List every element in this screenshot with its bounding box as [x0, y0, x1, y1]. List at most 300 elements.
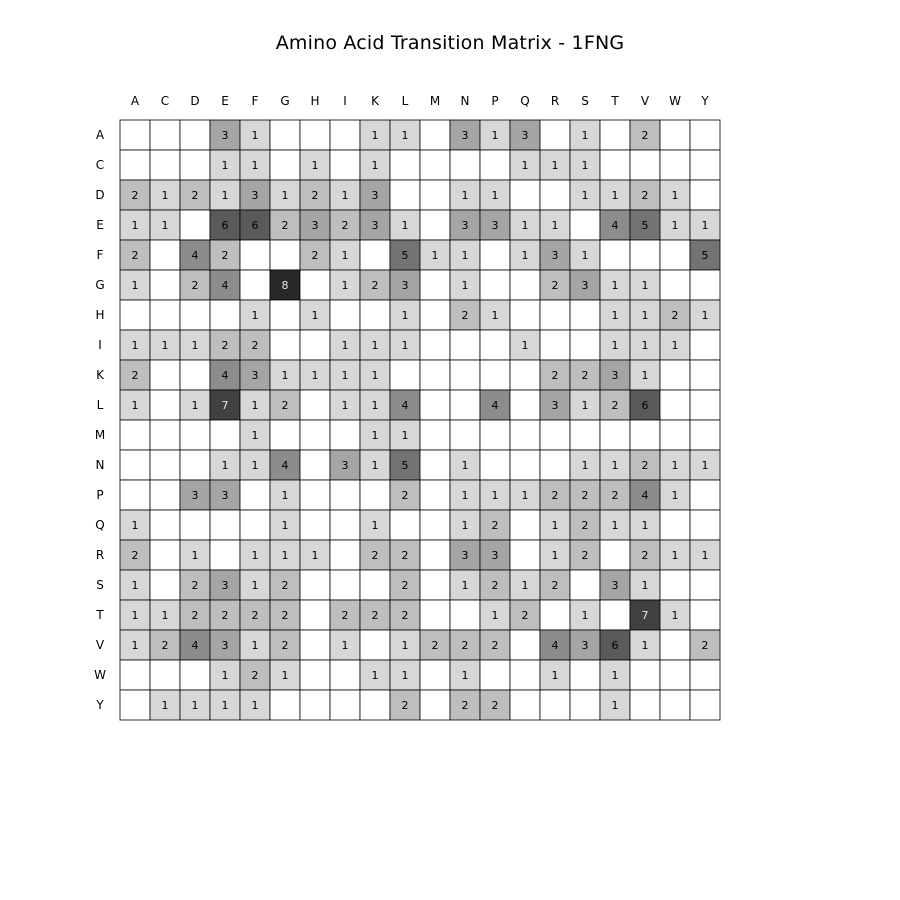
row-label-I: I: [98, 338, 102, 352]
cell-value-F-N: 1: [461, 249, 469, 262]
cell-N-R: [540, 450, 570, 480]
cell-value-P-P: 1: [491, 489, 499, 502]
cell-C-C: [150, 150, 180, 180]
cell-H-S: [570, 300, 600, 330]
cell-value-P-N: 1: [461, 489, 469, 502]
cell-W-P: [480, 660, 510, 690]
cell-value-K-F: 3: [251, 369, 259, 382]
cell-value-W-R: 1: [551, 669, 559, 682]
cell-value-T-D: 2: [191, 609, 199, 622]
cell-value-Q-V: 1: [641, 519, 649, 532]
cell-M-Y: [690, 420, 720, 450]
cell-value-T-Q: 2: [521, 609, 529, 622]
cell-T-H: [300, 600, 330, 630]
column-label-W: W: [669, 94, 681, 108]
cell-F-T: [600, 240, 630, 270]
cell-P-K: [360, 480, 390, 510]
row-label-Q: Q: [95, 518, 105, 532]
cell-value-G-V: 1: [641, 279, 649, 292]
cell-R-T: [600, 540, 630, 570]
cell-value-A-N: 3: [461, 129, 469, 142]
cell-W-A: [120, 660, 150, 690]
cell-M-W: [660, 420, 690, 450]
cell-value-R-D: 1: [191, 549, 199, 562]
cell-W-S: [570, 660, 600, 690]
cell-value-E-Y: 1: [701, 219, 709, 232]
cell-value-D-N: 1: [461, 189, 469, 202]
cell-value-T-I: 2: [341, 609, 349, 622]
cell-value-S-N: 1: [461, 579, 469, 592]
cell-value-D-A: 2: [131, 189, 139, 202]
cell-Y-R: [540, 690, 570, 720]
matrix-cells: [120, 120, 720, 720]
cell-value-W-T: 1: [611, 669, 619, 682]
cell-F-G: [270, 240, 300, 270]
cell-L-H: [300, 390, 330, 420]
cell-S-S: [570, 570, 600, 600]
cell-value-N-W: 1: [671, 459, 679, 472]
column-label-D: D: [190, 94, 200, 108]
cell-D-M: [420, 180, 450, 210]
cell-C-I: [330, 150, 360, 180]
cell-value-F-E: 2: [221, 249, 229, 262]
column-labels: [131, 94, 709, 108]
cell-I-N: [450, 330, 480, 360]
cell-value-Q-T: 1: [611, 519, 619, 532]
cell-value-T-A: 1: [131, 609, 139, 622]
cell-value-N-T: 1: [611, 459, 619, 472]
cell-value-G-N: 1: [461, 279, 469, 292]
cell-value-D-C: 1: [161, 189, 169, 202]
cell-W-D: [180, 660, 210, 690]
cell-value-D-K: 3: [371, 189, 379, 202]
cell-H-M: [420, 300, 450, 330]
cell-Y-W: [660, 690, 690, 720]
cell-I-M: [420, 330, 450, 360]
column-label-V: V: [640, 94, 650, 108]
cell-value-C-R: 1: [551, 159, 559, 172]
cell-G-F: [240, 270, 270, 300]
cell-value-L-D: 1: [191, 399, 199, 412]
cell-L-C: [150, 390, 180, 420]
column-label-N: N: [460, 94, 470, 108]
cell-value-P-G: 1: [281, 489, 289, 502]
cell-A-D: [180, 120, 210, 150]
cell-value-E-F: 6: [251, 219, 259, 232]
cell-value-E-V: 5: [641, 219, 649, 232]
cell-S-C: [150, 570, 180, 600]
column-label-L: L: [401, 94, 409, 108]
row-label-R: R: [95, 548, 105, 562]
column-label-F: F: [251, 94, 259, 108]
cell-value-Q-G: 1: [281, 519, 289, 532]
cell-M-A: [120, 420, 150, 450]
cell-F-K: [360, 240, 390, 270]
cell-G-H: [300, 270, 330, 300]
cell-value-G-L: 3: [401, 279, 409, 292]
cell-value-F-Y: 5: [701, 249, 709, 262]
cell-value-V-I: 1: [341, 639, 349, 652]
cell-Q-D: [180, 510, 210, 540]
cell-value-I-L: 1: [401, 339, 409, 352]
cell-value-W-N: 1: [461, 669, 469, 682]
cell-value-R-G: 1: [281, 549, 289, 562]
cell-T-N: [450, 600, 480, 630]
cell-L-Q: [510, 390, 540, 420]
row-label-M: M: [94, 428, 106, 442]
cell-M-T: [600, 420, 630, 450]
cell-G-P: [480, 270, 510, 300]
cell-L-M: [420, 390, 450, 420]
cell-P-C: [150, 480, 180, 510]
row-label-P: P: [96, 488, 104, 502]
cell-N-H: [300, 450, 330, 480]
cell-value-D-H: 2: [311, 189, 319, 202]
cell-D-R: [540, 180, 570, 210]
row-label-F: F: [96, 248, 104, 262]
cell-G-M: [420, 270, 450, 300]
cell-V-W: [660, 630, 690, 660]
cell-S-W: [660, 570, 690, 600]
column-label-K: K: [371, 94, 379, 108]
cell-K-W: [660, 360, 690, 390]
cell-value-L-K: 1: [371, 399, 379, 412]
cell-value-V-Y: 2: [701, 639, 709, 652]
cell-A-M: [420, 120, 450, 150]
cell-Q-I: [330, 510, 360, 540]
cell-value-E-A: 1: [131, 219, 139, 232]
cell-Y-G: [270, 690, 300, 720]
cell-G-W: [660, 270, 690, 300]
cell-R-I: [330, 540, 360, 570]
cell-C-V: [630, 150, 660, 180]
cell-value-K-S: 2: [581, 369, 589, 382]
cell-M-C: [150, 420, 180, 450]
cell-value-R-P: 3: [491, 549, 499, 562]
cell-F-W: [660, 240, 690, 270]
cell-value-P-S: 2: [581, 489, 589, 502]
cell-value-I-I: 1: [341, 339, 349, 352]
cell-value-E-Q: 1: [521, 219, 529, 232]
cell-value-V-A: 1: [131, 639, 139, 652]
cell-value-R-K: 2: [371, 549, 379, 562]
cell-value-G-T: 1: [611, 279, 619, 292]
cell-value-V-N: 2: [461, 639, 469, 652]
cell-value-Y-F: 1: [251, 699, 259, 712]
cell-value-S-L: 2: [401, 579, 409, 592]
column-label-Y: Y: [701, 94, 709, 108]
cell-value-E-K: 3: [371, 219, 379, 232]
cell-I-S: [570, 330, 600, 360]
cell-value-S-T: 3: [611, 579, 619, 592]
cell-value-M-K: 1: [371, 429, 379, 442]
cell-W-W: [660, 660, 690, 690]
cell-Y-Q: [510, 690, 540, 720]
cell-value-Y-E: 1: [221, 699, 229, 712]
cell-value-E-I: 2: [341, 219, 349, 232]
cell-value-K-T: 3: [611, 369, 619, 382]
cell-N-P: [480, 450, 510, 480]
cell-value-A-L: 1: [401, 129, 409, 142]
cell-S-M: [420, 570, 450, 600]
cell-P-I: [330, 480, 360, 510]
cell-value-E-H: 3: [311, 219, 319, 232]
cell-C-P: [480, 150, 510, 180]
cell-value-Q-N: 1: [461, 519, 469, 532]
cell-value-S-F: 1: [251, 579, 259, 592]
cell-value-D-E: 1: [221, 189, 229, 202]
cell-E-D: [180, 210, 210, 240]
cell-value-V-G: 2: [281, 639, 289, 652]
cell-I-G: [270, 330, 300, 360]
cell-value-F-R: 3: [551, 249, 559, 262]
cell-Q-M: [420, 510, 450, 540]
cell-value-K-K: 1: [371, 369, 379, 382]
cell-value-P-E: 3: [221, 489, 229, 502]
cell-value-W-F: 2: [251, 669, 259, 682]
column-label-S: S: [581, 94, 589, 108]
cell-Q-F: [240, 510, 270, 540]
cell-K-Y: [690, 360, 720, 390]
cell-value-H-Y: 1: [701, 309, 709, 322]
cell-value-G-E: 4: [221, 279, 229, 292]
cell-G-C: [150, 270, 180, 300]
cell-value-Q-P: 2: [491, 519, 499, 532]
cell-value-W-G: 1: [281, 669, 289, 682]
cell-H-K: [360, 300, 390, 330]
cell-value-L-P: 4: [491, 399, 499, 412]
cell-K-L: [390, 360, 420, 390]
cell-value-C-H: 1: [311, 159, 319, 172]
cell-H-R: [540, 300, 570, 330]
cell-value-V-C: 2: [161, 639, 169, 652]
cell-value-F-S: 1: [581, 249, 589, 262]
cell-value-V-T: 6: [611, 639, 619, 652]
column-label-R: R: [550, 94, 560, 108]
cell-value-K-E: 4: [221, 369, 229, 382]
cell-value-N-F: 1: [251, 459, 259, 472]
cell-value-A-Q: 3: [521, 129, 529, 142]
cell-P-Y: [690, 480, 720, 510]
cell-M-Q: [510, 420, 540, 450]
cell-value-A-P: 1: [491, 129, 499, 142]
cell-Q-Q: [510, 510, 540, 540]
column-label-A: A: [130, 94, 140, 108]
cell-T-M: [420, 600, 450, 630]
cell-value-Y-C: 1: [161, 699, 169, 712]
cell-value-D-D: 2: [191, 189, 199, 202]
cell-M-N: [450, 420, 480, 450]
cell-N-D: [180, 450, 210, 480]
cell-value-K-A: 2: [131, 369, 139, 382]
cell-Q-Y: [690, 510, 720, 540]
cell-value-F-D: 4: [191, 249, 199, 262]
cell-value-Q-A: 1: [131, 519, 139, 532]
cell-value-V-E: 3: [221, 639, 229, 652]
cell-P-A: [120, 480, 150, 510]
cell-A-A: [120, 120, 150, 150]
cell-value-C-S: 1: [581, 159, 589, 172]
cell-value-W-K: 1: [371, 669, 379, 682]
cell-value-H-N: 2: [461, 309, 469, 322]
cell-value-G-G: 8: [281, 279, 289, 292]
cell-I-Y: [690, 330, 720, 360]
row-label-C: C: [95, 158, 105, 172]
cell-value-G-R: 2: [551, 279, 559, 292]
cell-value-K-V: 1: [641, 369, 649, 382]
cell-H-G: [270, 300, 300, 330]
cell-H-D: [180, 300, 210, 330]
column-label-E: E: [221, 94, 229, 108]
cell-F-V: [630, 240, 660, 270]
cell-W-M: [420, 660, 450, 690]
cell-value-I-C: 1: [161, 339, 169, 352]
cell-value-C-Q: 1: [521, 159, 529, 172]
cell-value-E-P: 3: [491, 219, 499, 232]
cell-S-K: [360, 570, 390, 600]
cell-value-K-H: 1: [311, 369, 319, 382]
cell-value-I-D: 1: [191, 339, 199, 352]
column-label-T: T: [611, 94, 619, 108]
cell-value-N-Y: 1: [701, 459, 709, 472]
cell-value-V-M: 2: [431, 639, 439, 652]
cell-value-V-F: 1: [251, 639, 259, 652]
cell-value-L-A: 1: [131, 399, 139, 412]
cell-Y-I: [330, 690, 360, 720]
cell-value-T-W: 1: [671, 609, 679, 622]
cell-Q-L: [390, 510, 420, 540]
cell-C-W: [660, 150, 690, 180]
cell-P-M: [420, 480, 450, 510]
cell-value-V-P: 2: [491, 639, 499, 652]
cell-E-M: [420, 210, 450, 240]
cell-K-Q: [510, 360, 540, 390]
cell-value-D-W: 1: [671, 189, 679, 202]
cell-Q-C: [150, 510, 180, 540]
row-label-T: T: [96, 608, 104, 622]
cell-C-T: [600, 150, 630, 180]
row-label-H: H: [95, 308, 105, 322]
cell-value-E-W: 1: [671, 219, 679, 232]
cell-value-F-I: 1: [341, 249, 349, 262]
cell-L-Y: [690, 390, 720, 420]
cell-value-L-I: 1: [341, 399, 349, 412]
cell-value-L-F: 1: [251, 399, 259, 412]
row-label-W: W: [94, 668, 106, 682]
cell-P-H: [300, 480, 330, 510]
cell-value-R-W: 1: [671, 549, 679, 562]
cell-value-E-E: 6: [221, 219, 229, 232]
cell-F-P: [480, 240, 510, 270]
cell-value-T-F: 2: [251, 609, 259, 622]
cell-Y-A: [120, 690, 150, 720]
cell-value-K-R: 2: [551, 369, 559, 382]
column-label-Q: Q: [520, 94, 530, 108]
cell-value-S-A: 1: [131, 579, 139, 592]
cell-value-T-S: 1: [581, 609, 589, 622]
cell-value-G-S: 3: [581, 279, 589, 292]
cell-G-Y: [690, 270, 720, 300]
cell-M-M: [420, 420, 450, 450]
cell-value-Y-T: 1: [611, 699, 619, 712]
cell-value-I-F: 2: [251, 339, 259, 352]
cell-A-H: [300, 120, 330, 150]
cell-value-N-S: 1: [581, 459, 589, 472]
cell-value-L-S: 1: [581, 399, 589, 412]
column-label-P: P: [491, 94, 499, 108]
cell-value-C-F: 1: [251, 159, 259, 172]
cell-W-Q: [510, 660, 540, 690]
cell-C-M: [420, 150, 450, 180]
cell-Y-K: [360, 690, 390, 720]
cell-value-D-T: 1: [611, 189, 619, 202]
cell-value-H-L: 1: [401, 309, 409, 322]
cell-value-N-E: 1: [221, 459, 229, 472]
cell-H-I: [330, 300, 360, 330]
cell-value-S-V: 1: [641, 579, 649, 592]
cell-P-F: [240, 480, 270, 510]
cell-value-G-D: 2: [191, 279, 199, 292]
cell-V-Q: [510, 630, 540, 660]
cell-value-Y-P: 2: [491, 699, 499, 712]
cell-value-V-V: 1: [641, 639, 649, 652]
cell-value-R-N: 3: [461, 549, 469, 562]
cell-value-R-R: 1: [551, 549, 559, 562]
row-label-K: K: [96, 368, 104, 382]
cell-value-N-K: 1: [371, 459, 379, 472]
cell-H-Q: [510, 300, 540, 330]
cell-Q-E: [210, 510, 240, 540]
cell-M-S: [570, 420, 600, 450]
cell-value-M-F: 1: [251, 429, 259, 442]
cell-value-T-P: 1: [491, 609, 499, 622]
cell-value-P-V: 4: [641, 489, 649, 502]
cell-value-F-H: 2: [311, 249, 319, 262]
cell-value-I-W: 1: [671, 339, 679, 352]
cell-value-E-G: 2: [281, 219, 289, 232]
cell-value-F-A: 2: [131, 249, 139, 262]
cell-value-M-L: 1: [401, 429, 409, 442]
cell-Y-S: [570, 690, 600, 720]
cell-value-S-R: 2: [551, 579, 559, 592]
cell-value-T-E: 2: [221, 609, 229, 622]
cell-value-Y-L: 2: [401, 699, 409, 712]
cell-M-D: [180, 420, 210, 450]
cell-value-I-V: 1: [641, 339, 649, 352]
column-label-C: C: [160, 94, 170, 108]
cell-M-I: [330, 420, 360, 450]
cell-R-M: [420, 540, 450, 570]
column-label-H: H: [310, 94, 320, 108]
cell-M-E: [210, 420, 240, 450]
cell-D-L: [390, 180, 420, 210]
cell-value-D-F: 3: [251, 189, 259, 202]
cell-value-G-I: 1: [341, 279, 349, 292]
cell-value-N-N: 1: [461, 459, 469, 472]
cell-F-C: [150, 240, 180, 270]
cell-T-Y: [690, 600, 720, 630]
row-label-Y: Y: [96, 698, 104, 712]
cell-K-D: [180, 360, 210, 390]
cell-value-H-F: 1: [251, 309, 259, 322]
cell-D-Y: [690, 180, 720, 210]
cell-H-C: [150, 300, 180, 330]
row-labels: [94, 128, 106, 712]
cell-Y-M: [420, 690, 450, 720]
cell-value-R-A: 2: [131, 549, 139, 562]
column-label-G: G: [280, 94, 290, 108]
cell-A-T: [600, 120, 630, 150]
